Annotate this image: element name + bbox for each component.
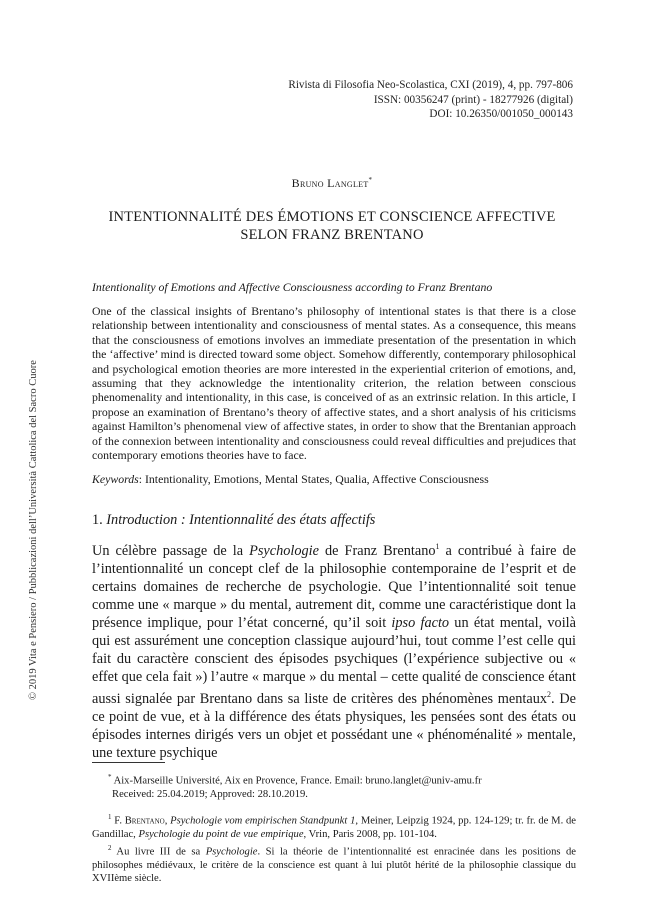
- author-name: Bruno Langlet: [291, 176, 369, 190]
- footnote-1: [92, 811, 576, 842]
- footnote-divider: [92, 762, 165, 763]
- footnote-2-number: 2: [108, 843, 112, 852]
- keywords-separator: :: [138, 472, 145, 486]
- footnote-1-book-title: Psychologie vom empirischen Standpunkt 1: [170, 815, 356, 827]
- footnote-2-book-title: Psychologie: [205, 846, 258, 858]
- journal-doi[interactable]: DOI: 10.26350/001050_000143: [429, 108, 573, 120]
- footnote-ref-1[interactable]: 1: [435, 542, 440, 551]
- body-italic-psychologie: Psychologie: [249, 542, 319, 559]
- author-footnote-mark[interactable]: *: [368, 176, 373, 184]
- received-approved: Received: 25.04.2019; Approved: 28.10.2019.: [112, 789, 308, 801]
- body-text-run: a contribué à faire de l’intentionnalité un concept clef de la philosophie contemporaine de l’esprit et de certains domaines de recherche de psychologie. Que l’intentionnalité soit tenue comme une « marque » du mental, autrement dit, comme une caractéristique dont la présence implique, pour l’état concerné, qu’il soit: [92, 542, 576, 631]
- body-text-run: un état mental, voilà qui est assurément une conception classique aujourd’hui, tout comme l’est celle qui fait du caractère conscient des épisodes psychiques (l’expérience subjective ou « effet que cela fait ») l’autre « marque » du mental – cette qualité de conscience étant aussi signalée par Brentano dans sa liste de critères des phénomènes mentaux: [92, 614, 576, 707]
- footnote-2: [92, 842, 576, 886]
- body-text-run: de Franz Brentano: [319, 542, 436, 559]
- article-title-line-2: SELON FRANZ BRENTANO: [240, 227, 424, 243]
- article-title: [92, 208, 572, 244]
- footnote-2-text: Au livre III de sa: [111, 846, 206, 858]
- footnote-1-text: , Vrin, Paris 2008, pp. 101-104.: [303, 829, 437, 841]
- body-paragraph: [92, 538, 576, 762]
- footnote-2-text: . Si la théorie de l’intentionnalité est enracinée dans les positions de philosophes médiévaux, le critère de la conscience est quant à lui plutôt hérité de la philosophie classique du XVIIème siècle.: [92, 846, 576, 885]
- footnote-1-text: , Meiner, Leipzig 1924, pp. 124-129; tr. fr. de M. de Gandillac,: [92, 815, 577, 841]
- author-line: [92, 176, 572, 191]
- body-text-run: . De ce point de vue, et à la différence des états physiques, les pensées sont des états ou épisodes internes dirigés vers un objet et possédant une « phénoménalité » mentale, une texture psychique: [92, 690, 576, 761]
- keywords-list: Intentionality, Emotions, Mental States, Qualia, Affective Consciousness: [144, 472, 489, 486]
- footnotes: [92, 811, 576, 886]
- abstract: One of the classical insights of Brentano’s philosophy of intentional states is that there is a close relationship between intentionality and consciousness of mental states. As a consequence, this means that the consciousness of emotions involves an immediate presentation of the presentation in which the ‘affective’ mind is directed toward some object. Somehow differently, contemporary philosophical and psychological emotion theories are more interested in the experiential criterion of emotions, and, assuming that they acknowledge the intentionality criterion, the relation between conscious phenomenality and intentionality, in this case, is conceived of as an extrinsic relation. In this article, I propose an examination of Brentano’s theory of affective states, and a short analysis of his criticisms against Hamilton’s phenomenal view of affective states, in order to show that the Brentanian approach of the connexion between intentionality and consciousness could reveal difficulties and prejudices that contemporary emotions theories have to face.: [92, 304, 576, 463]
- keywords: [92, 472, 576, 487]
- footnote-ref-2[interactable]: 2: [547, 689, 552, 699]
- affiliation-text: Aix-Marseille Université, Aix en Provence, France. Email: bruno.langlet@univ-amu.fr: [111, 775, 482, 787]
- body-text-run: Un célèbre passage de la: [92, 542, 250, 559]
- affiliation-footnote: [108, 771, 482, 802]
- affiliation-mark: *: [108, 773, 112, 781]
- section-title: Introduction : Intentionnalité des états affectifs: [106, 512, 376, 528]
- footnote-1-translation-title: Psychologie du point de vue empirique: [138, 829, 304, 841]
- english-title: Intentionality of Emotions and Affective Consciousness according to Franz Brentano: [92, 280, 493, 294]
- keywords-label: Keywords: [92, 472, 139, 486]
- copyright-side-note: © 2019 Vita e Pensiero / Pubblicazioni dell’Università Cattolica del Sacro Cuore: [28, 360, 39, 700]
- section-number: 1.: [92, 512, 107, 528]
- body-italic-ipso-facto: ipso facto: [391, 614, 450, 631]
- journal-issn: ISSN: 00356247 (print) - 18277926 (digital): [373, 93, 573, 106]
- article-title-line-1: INTENTIONNALITÉ DES ÉMOTIONS ET CONSCIENCE AFFECTIVE: [108, 209, 556, 225]
- footnote-1-text: ,: [164, 815, 171, 827]
- section-heading: [92, 512, 375, 529]
- footnote-1-author: F. Brentano: [111, 815, 165, 827]
- footnote-1-number: 1: [108, 813, 112, 821]
- journal-citation: Rivista di Filosofia Neo-Scolastica, CXI (2019), 4, pp. 797-806: [288, 79, 573, 91]
- journal-header: [288, 78, 573, 122]
